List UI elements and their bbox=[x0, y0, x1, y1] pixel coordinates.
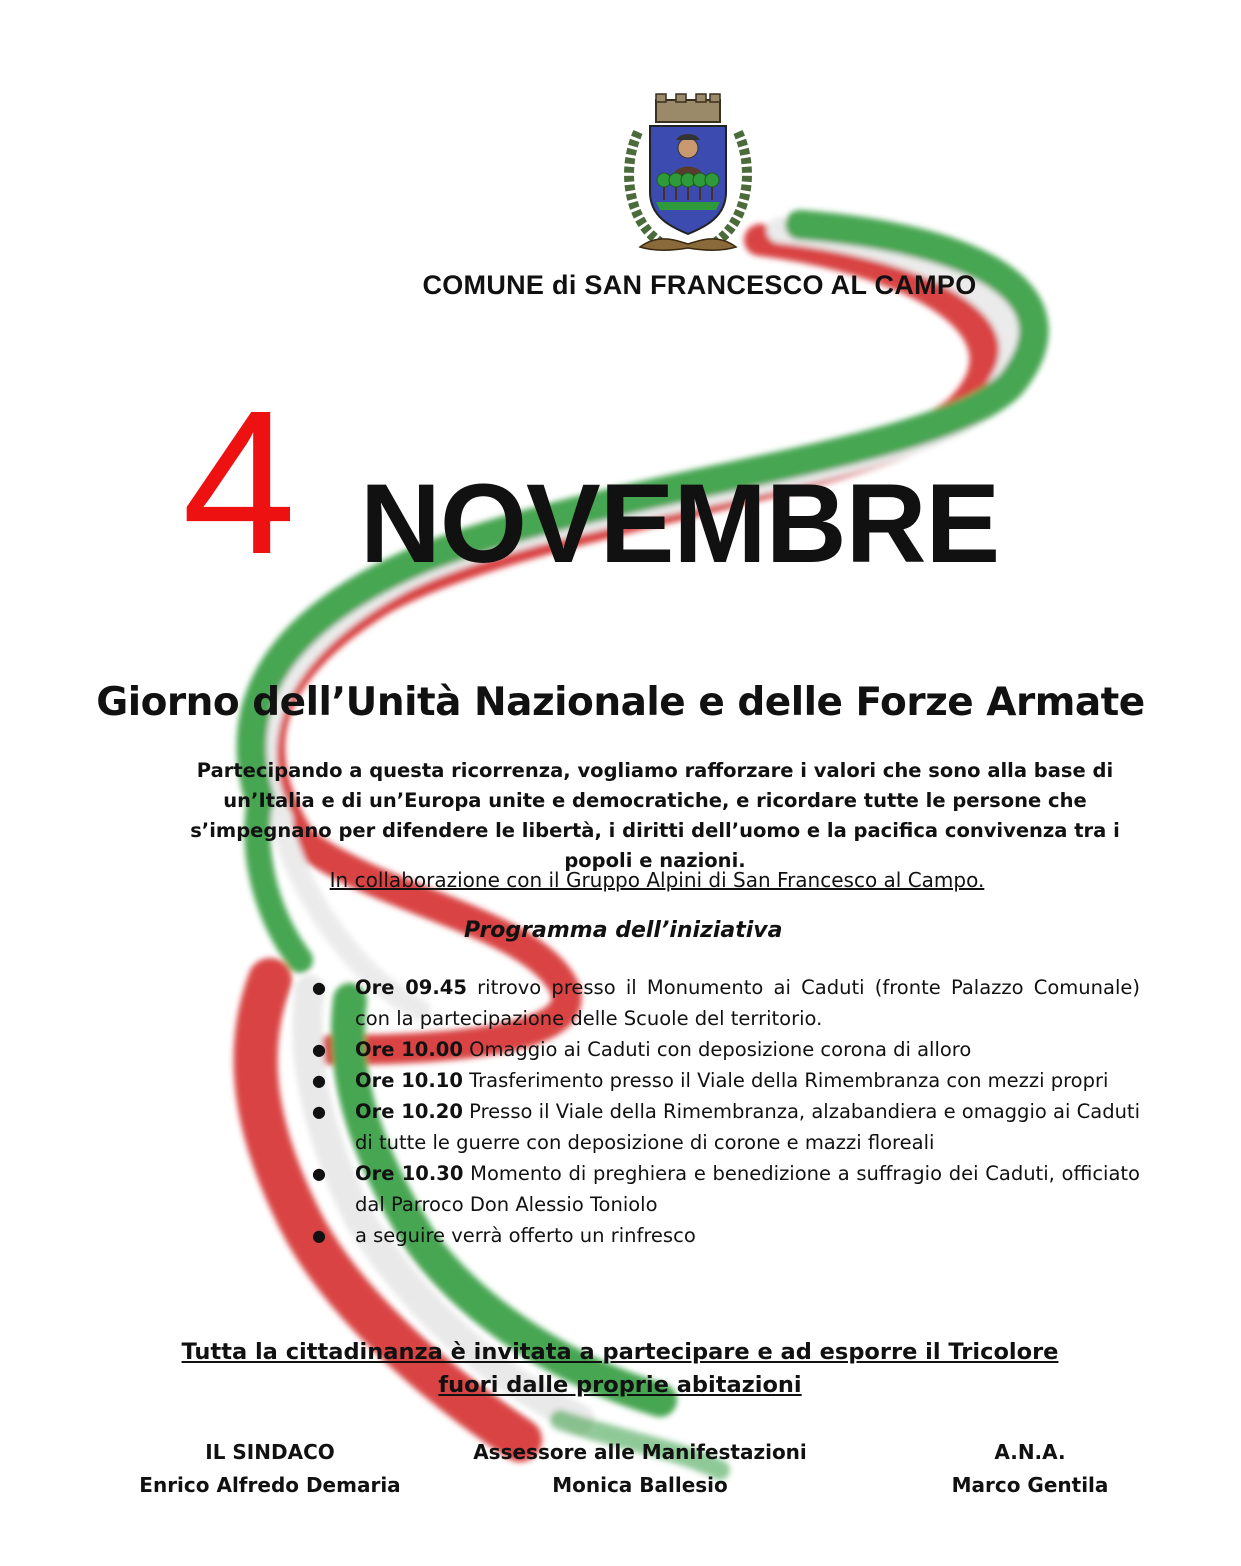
item-time: Ore 10.10 bbox=[355, 1069, 463, 1092]
signature-name: Marco Gentila bbox=[951, 1473, 1109, 1497]
bullet-icon: ● bbox=[312, 1164, 326, 1183]
item-text: Momento di preghiera e benedizione a suffragio dei Caduti, officiato dal Parroco Don Alessio Toniolo bbox=[355, 1162, 1140, 1216]
signature-name: Monica Ballesio bbox=[552, 1473, 728, 1497]
list-item bbox=[310, 1158, 1140, 1220]
closing-invitation: Tutta la cittadinanza è invitata a partecipare e ad esporre il Tricolore fuori dalle proprie abitazioni bbox=[181, 1339, 1059, 1398]
item-text: a seguire verrà offerto un rinfresco bbox=[355, 1224, 696, 1247]
bullet-icon: ● bbox=[312, 1226, 326, 1245]
item-time: Ore 10.00 bbox=[355, 1038, 463, 1061]
signature-ana bbox=[920, 1436, 1140, 1502]
signature-mayor bbox=[130, 1436, 410, 1502]
list-item bbox=[310, 1220, 1140, 1251]
bullet-icon: ● bbox=[312, 1071, 326, 1090]
signature-role: A.N.A. bbox=[994, 1440, 1066, 1464]
collaboration-note bbox=[0, 868, 1241, 892]
list-item bbox=[310, 1096, 1140, 1158]
item-text: Trasferimento presso il Viale della Rimembranza con mezzi propri bbox=[462, 1069, 1109, 1092]
intro-paragraph: Partecipando a questa ricorrenza, vogliamo rafforzare i valori che sono alla base di un’Italia e di un’Europa unite e democratiche, e ricordare tutte le persone che s’impegnano per difendere le libertà, i diritti dell’uomo e la pacifica convivenza tra i popoli e nazioni. bbox=[190, 759, 1120, 872]
bullet-icon: ● bbox=[312, 1040, 326, 1059]
list-item bbox=[310, 1034, 1140, 1065]
item-time: Ore 09.45 bbox=[355, 976, 467, 999]
coat-of-arms-icon bbox=[620, 92, 756, 262]
headline-day: 4 bbox=[182, 368, 297, 597]
signature-role: IL SINDACO bbox=[205, 1440, 335, 1464]
item-time: Ore 10.20 bbox=[355, 1100, 463, 1123]
list-item bbox=[310, 972, 1140, 1034]
collaboration-text: In collaborazione con il Gruppo Alpini di San Francesco al Campo. bbox=[329, 868, 985, 892]
item-text: Omaggio ai Caduti con deposizione corona di alloro bbox=[462, 1038, 972, 1061]
page-subtitle: Giorno dell’Unità Nazionale e delle Forze Armate bbox=[96, 680, 1145, 725]
municipality-name: COMUNE di SAN FRANCESCO AL CAMPO bbox=[422, 270, 977, 300]
program-list bbox=[310, 972, 1140, 1251]
signature-assessor bbox=[460, 1436, 820, 1502]
item-text: ritrovo presso il Monumento ai Caduti (fronte Palazzo Comunale) con la partecipazione delle Scuole del territorio. bbox=[355, 976, 1140, 1030]
program-title: Programma dell’iniziativa bbox=[464, 918, 783, 943]
list-item bbox=[310, 1065, 1140, 1096]
item-time: Ore 10.30 bbox=[355, 1162, 464, 1185]
bullet-icon: ● bbox=[312, 1102, 326, 1121]
headline-month: NOVEMBRE bbox=[360, 461, 1000, 586]
signature-name: Enrico Alfredo Demaria bbox=[139, 1473, 401, 1497]
signature-role: Assessore alle Manifestazioni bbox=[473, 1440, 807, 1464]
bullet-icon: ● bbox=[312, 978, 326, 997]
item-text: Presso il Viale della Rimembranza, alzabandiera e omaggio ai Caduti di tutte le guerre con deposizione di corone e mazzi floreali bbox=[355, 1100, 1140, 1154]
